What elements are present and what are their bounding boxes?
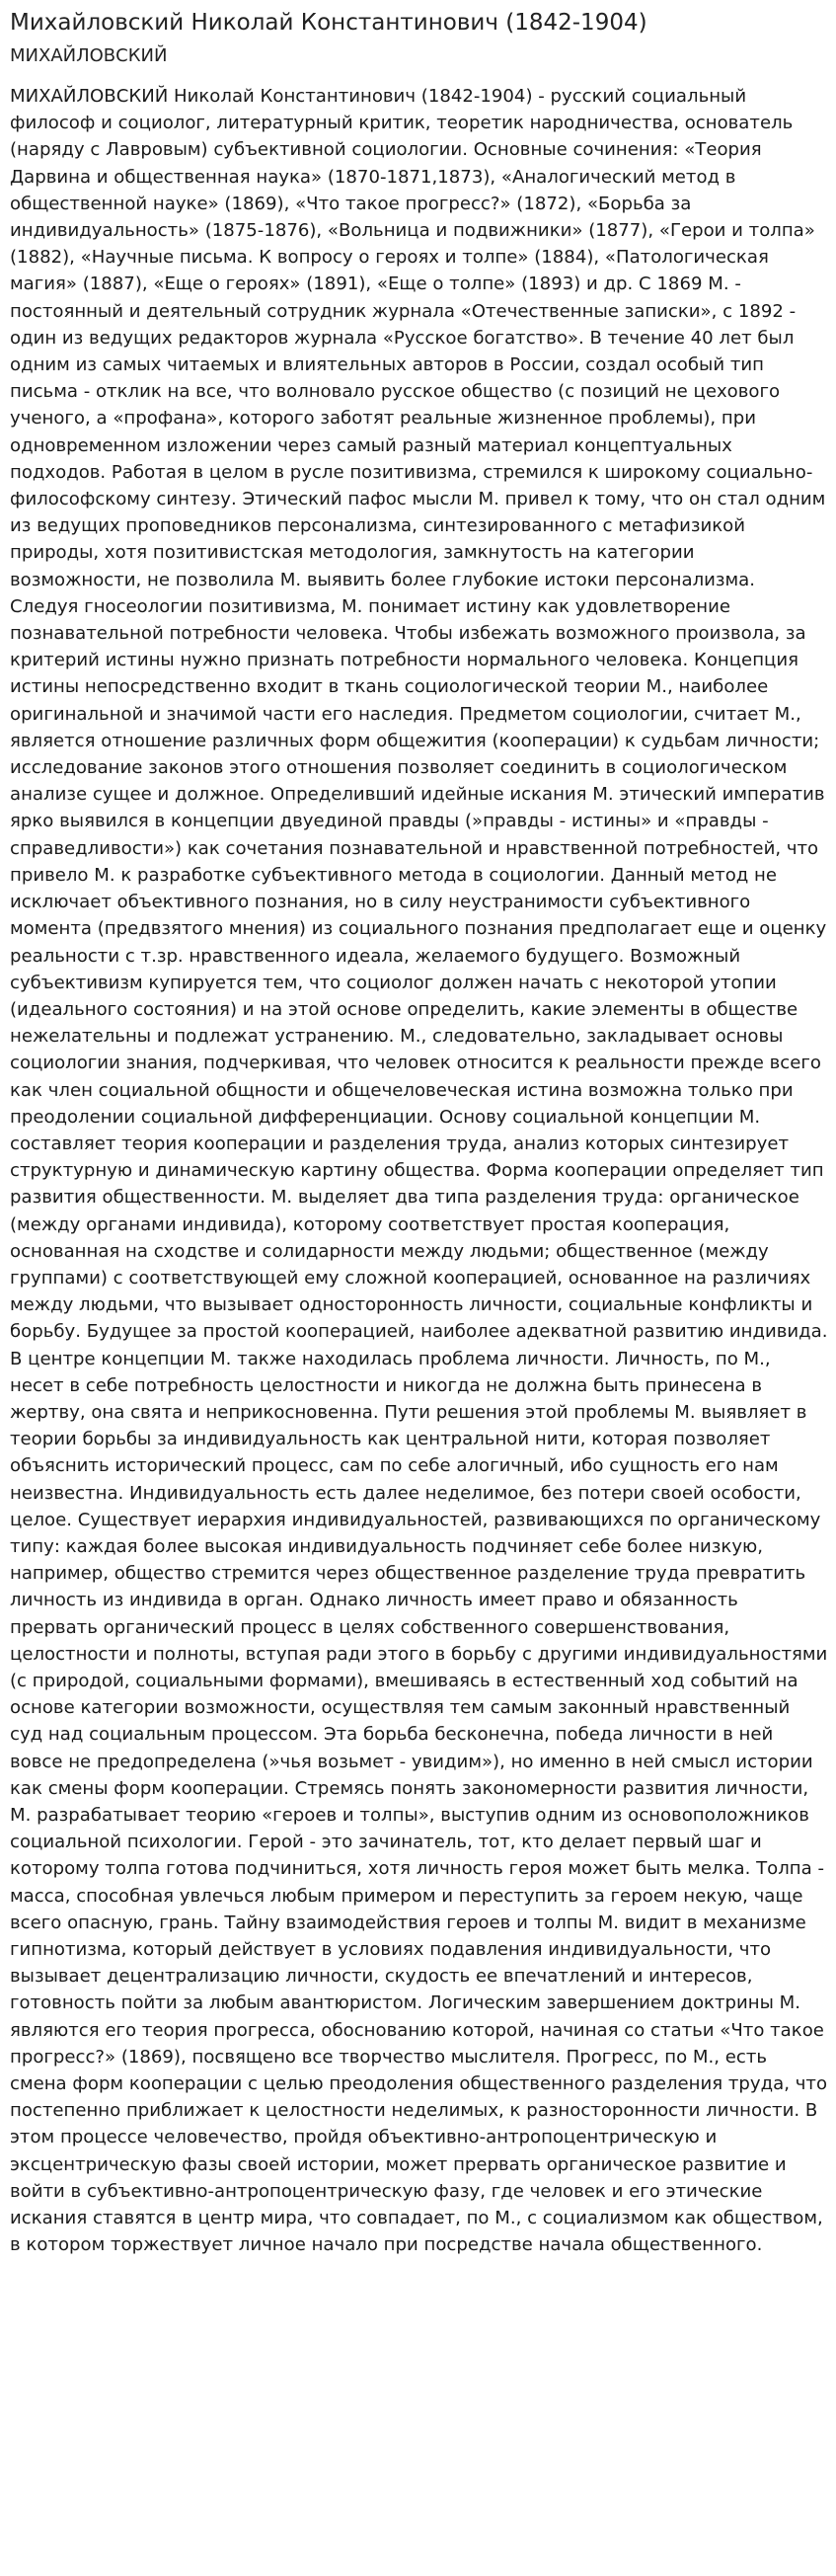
article bbox=[10, 8, 828, 2258]
page-title: Михайловский Николай Константинович (1842-1904) bbox=[10, 10, 647, 36]
article-body: МИХАЙЛОВСКИЙ Николай Константинович (1842-1904) - русский социальный философ и социолог, литературный критик, теоретик народничества, основатель (наряду с Лавровым) субъективной социологии. Основные сочинения: «Теория Дарвина и общественная наука» (1870-1871,1873), «Аналогический метод в общественной науке» (1869), «Что такое прогресс?» (1872), «Борьба за индивидуальность» (1875-1876), «Вольница и подвижники» (1877), «Герои и толпа» (1882), «Научные письма. К вопросу о героях и толпе» (1884), «Патологическая магия» (1887), «Еще о героях» (1891), «Еще о толпе» (1893) и др. С 1869 М. - постоянный и деятельный сотрудник журнала «Отечественные записки», с 1892 - один из ведущих редакторов журнала «Русское богатство». В течение 40 лет был одним из самых читаемых и влиятельных авторов в России, создал особый тип письма - отклик на все, что волновало русское общество (с позиций не цехового ученого, а «профана», которого заботят реальные жизненное проблемы), при одновременном изложении через самый разный материал концептуальных подходов. Работая в целом в русле позитивизма, стремился к широкому социально-философскому синтезу. Этический пафос мысли М. привел к тому, что он стал одним из ведущих проповедников персонализма, синтезированного с метафизикой природы, хотя позитивистская методология, замкнутость на категории возможности, не позволила М. выявить более глубокие истоки персонализма. Следуя гносеологии позитивизма, М. понимает истину как удовлетворение познавательной потребности человека. Чтобы избежать возможного произвола, за критерий истины нужно признать потребности нормального человека. Концепция истины непосредственно входит в ткань социологической теории М., наиболее оригинальной и значимой части его наследия. Предметом социологии, считает М., является отношение различных форм общежития (кооперации) к судьбам личности; исследование законов этого отношения позволяет соединить в социологическом анализе сущее и должное. Определивший идейные искания М. этический императив ярко выявился в концепции двуединой правды (»правды - истины» и «правды - справедливости») как сочетания познавательной и нравственной потребностей, что привело М. к разработке субъективного метода в социологии. Данный метод не исключает объективного познания, но в силу неустранимости субъективного момента (предвзятого мнения) из социального познания предполагает еще и оценку реальности с т.зр. нравственного идеала, желаемого будущего. Возможный субъективизм купируется тем, что социолог должен начать с некоторой утопии (идеального состояния) и на этой основе определить, какие элементы в обществе нежелательны и подлежат устранению. М., следовательно, закладывает основы социологии знания, подчеркивая, что человек относится к реальности прежде всего как член социальной общности и общечеловеческая истина возможна только при преодолении социальной дифференциации. Основу социальной концепции М. составляет теория кооперации и разделения труда, анализ которых синтезирует структурную и динамическую картину общества. Форма кооперации определяет тип развития общественности. М. выделяет два типа разделения труда: органическое (между органами индивида), которому соответствует простая кооперация, основанная на сходстве и солидарности между людьми; общественное (между группами) с соответствующей ему сложной кооперацией, основанное на различиях между людьми, что вызывает односторонность личности, социальные конфликты и борьбу. Будущее за простой кооперацией, наиболее адекватной развитию индивида. В центре концепции М. также находилась проблема личности. Личность, по М., несет в себе потребность целостности и никогда не должна быть принесена в жертву, она свята и неприкосновенна. Пути решения этой проблемы М. выявляет в теории борьбы за индивидуальность как центральной нити, которая позволяет объяснить исторический процесс, сам по себе алогичный, ибо сущность его нам неизвестна. Индивидуальность есть далее неделимое, без потери своей особости, целое. Существует иерархия индивидуальностей, развивающихся по органическому типу: каждая более высокая индивидуальность подчиняет себе более низкую, например, общество стремится через общественное разделение труда превратить личность из индивида в орган. Однако личность имеет право и обязанность прервать органический процесс в целях собственного совершенствования, целостности и полноты, вступая ради этого в борьбу с другими индивидуальностями (с природой, социальными формами), вмешиваясь в естественный ход событий на основе категории возможности, осуществляя тем самым законный нравственный суд над социальным процессом. Эта борьба бесконечна, победа личности в ней вовсе не предопределена (»чья возьмет - увидим»), но именно в ней смысл истории как смены форм кооперации. Стремясь понять закономерности развития личности, М. разрабатывает теорию «героев и толпы», выступив одним из основоположников социальной психологии. Герой - это зачинатель, тот, кто делает первый шаг и которому толпа готова подчиниться, хотя личность героя может быть мелка. Толпа - масса, способная увлечься любым примером и переступить за героем некую, чаще всего опасную, грань. Тайну взаимодействия героев и толпы М. видит в механизме гипнотизма, который действует в условиях подавления индивидуальности, что вызывает децентрализацию личности, скудость ее впечатлений и интересов, готовность пойти за любым авантюристом. Логическим завершением доктрины М. являются его теория прогресса, обоснованию которой, начиная со статьи «Что такое прогресс?» (1869), посвящено все творчество мыслителя. Прогресс, по М., есть смена форм кооперации с целью преодоления общественного разделения труда, что постепенно приближает к целостности неделимых, к разносторонности личности. В этом процессе человечество, пройдя объективно-антропоцентрическую и эксцентрическую фазы своей истории, может прервать органическое развитие и войти в субъективно-антропоцентрическую фазу, где человек и его этические искания ставятся в центр мира, что совпадает, по М., с социализмом как обществом, в котором торжествует личное начало при посредстве начала общественного. bbox=[10, 86, 828, 2256]
article-subtitle: МИХАЙЛОВСКИЙ bbox=[10, 45, 168, 66]
